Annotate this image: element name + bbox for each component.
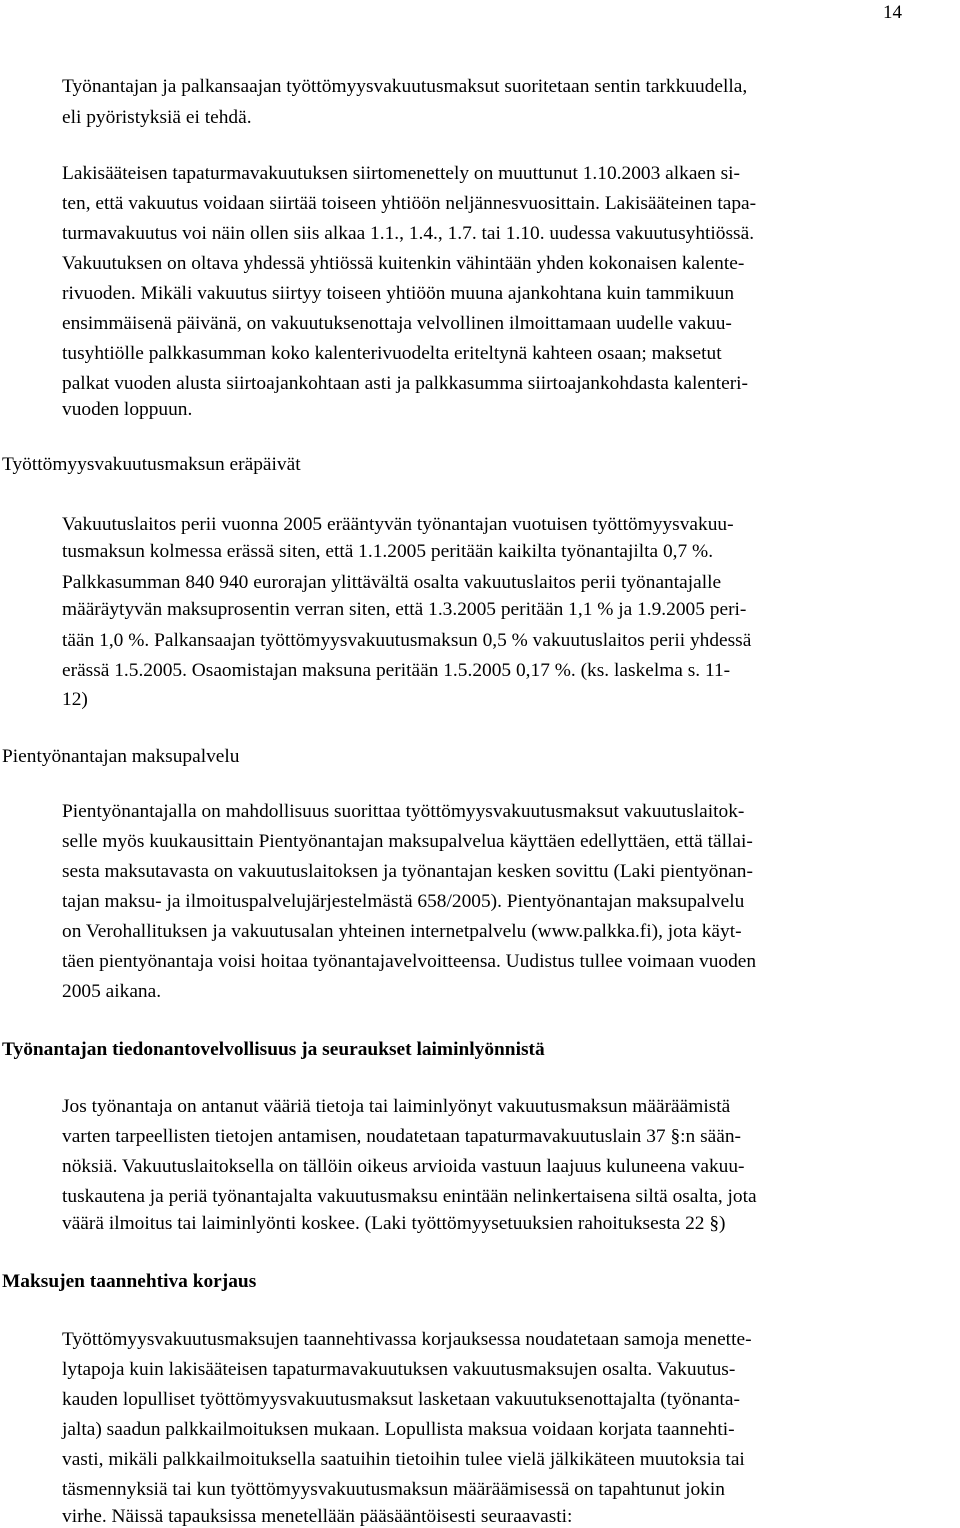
text-line: vuoden loppuun. [62,399,193,420]
text-line: palkat vuoden alusta siirtoajankohtaan asti ja palkkasumma siirtoajankohdasta kalenteri- [62,373,749,394]
text-line: nöksiä. Vakuutuslaitoksella on tällöin oikeus arvioida vastuun laajuus kuluneena vakuu- [62,1156,745,1177]
text-line: ensimmäisenä päivänä, on vakuutuksenottaja velvollinen ilmoittamaan uudelle vakuu- [62,313,732,334]
text-line: kauden lopulliset työttömyysvakuutusmaksut lasketaan vakuutuksenottajalta (työnanta- [62,1389,740,1410]
text-line: eli pyöristyksiä ei tehdä. [62,107,252,128]
text-line: Palkkasumman 840 940 eurorajan ylittävältä osalta vakuutuslaitos perii työnantajalle [62,572,722,593]
text-line: ten, että vakuutus voidaan siirtää toiseen yhtiöön neljännesvuosittain. Lakisääteinen tapa- [62,193,757,214]
text-line: vasti, mikäli palkkailmoituksella saatuihin tietoihin tulee vielä jälkikäteen muutoksia tai [62,1449,745,1470]
text-line: sesta maksutavasta on vakuutuslaitoksen ja työnantajan kesken sovittu (Laki pientyönan- [62,861,753,882]
heading-retroactive-correction: Maksujen taannehtiva korjaus [2,1271,257,1292]
heading-due-dates: Työttömyysvakuutusmaksun eräpäivät [2,454,301,475]
text-line: Vakuutuslaitos perii vuonna 2005 erääntyvän työnantajan vuotuisen työttömyysvakuu- [62,514,734,535]
text-line: Työnantajan ja palkansaajan työttömyysvakuutusmaksut suoritetaan sentin tarkkuudella, [62,76,748,97]
text-line: väärä ilmoitus tai laiminlyönti koskee. (Laki työttömyysetuuksien rahoituksesta 22 §) [62,1213,726,1234]
text-line: Jos työnantaja on antanut vääriä tietoja tai laiminlyönyt vakuutusmaksun määräämistä [62,1096,731,1117]
text-line: varten tarpeellisten tietojen antamisen, noudatetaan tapaturmavakuutuslain 37 §:n sään- [62,1126,741,1147]
text-line: tuskautena ja periä työnantajalta vakuutusmaksu enintään nelinkertaisena siltä osalta, jota [62,1186,757,1207]
page-number: 14 [883,2,902,23]
text-line: on Verohallituksen ja vakuutusalan yhteinen internetpalvelu (www.palkka.fi), jota käyt- [62,921,742,942]
text-line: rivuoden. Mikäli vakuutus siirtyy toiseen yhtiöön muuna ajankohtana kuin tammikuun [62,283,735,304]
text-line: Vakuutuksen on oltava yhdessä yhtiössä kuitenkin vähintään yhden kokonaisen kalente- [62,253,745,274]
text-line: määräytyvän maksuprosentin verran siten, että 1.3.2005 peritään 1,1 % ja 1.9.2005 peri- [62,599,747,620]
text-line: virhe. Näissä tapauksissa menetellään pääsääntöisesti seuraavasti: [62,1506,573,1527]
text-line: erässä 1.5.2005. Osaomistajan maksuna peritään 1.5.2005 0,17 %. (ks. laskelma s. 11- [62,660,731,681]
heading-employer-obligation: Työnantajan tiedonantovelvollisuus ja seuraukset laiminlyönnistä [2,1039,545,1060]
heading-small-employer-service: Pientyönantajan maksupalvelu [2,746,240,767]
text-line: Lakisääteisen tapaturmavakuutuksen siirtomenettely on muuttunut 1.10.2003 alkaen si- [62,163,740,184]
text-line: tään 1,0 %. Palkansaajan työttömyysvakuutusmaksun 0,5 % vakuutuslaitos perii yhdessä [62,630,752,651]
text-line: Pientyönantajalla on mahdollisuus suorittaa työttömyysvakuutusmaksut vakuutuslaitok- [62,801,745,822]
text-line: lytapoja kuin lakisääteisen tapaturmavakuutuksen vakuutusmaksujen osalta. Vakuutus- [62,1359,736,1380]
text-line: täsmennyksiä tai kun työttömyysvakuutusmaksun määräämisessä on tapahtunut jokin [62,1479,725,1500]
text-line: Työttömyysvakuutusmaksujen taannehtivassa korjauksessa noudatetaan samoja menette- [62,1329,752,1350]
text-line: 12) [62,689,88,710]
text-line: selle myös kuukausittain Pientyönantajan maksupalvelua käyttäen edellyttäen, että tällai- [62,831,753,852]
text-line: jalta) saadun palkkailmoituksen mukaan. Lopullista maksua voidaan korjata taannehti- [62,1419,735,1440]
text-line: tajan maksu- ja ilmoituspalvelujärjestelmästä 658/2005). Pientyönantajan maksupalvelu [62,891,745,912]
text-line: tusyhtiölle palkkasumman koko kalenterivuodelta eriteltynä kahteen osaan; maksetut [62,343,722,364]
text-line: 2005 aikana. [62,981,162,1002]
text-line: tusmaksun kolmessa erässä siten, että 1.1.2005 peritään kaikilta työnantajilta 0,7 %. [62,541,714,562]
text-line: turmavakuutus voi näin ollen siis alkaa 1.1., 1.4., 1.7. tai 1.10. uudessa vakuutusyhtiössä. [62,223,755,244]
text-line: täen pientyönantaja voisi hoitaa työnantajavelvoitteensa. Uudistus tullee voimaan vuoden [62,951,757,972]
